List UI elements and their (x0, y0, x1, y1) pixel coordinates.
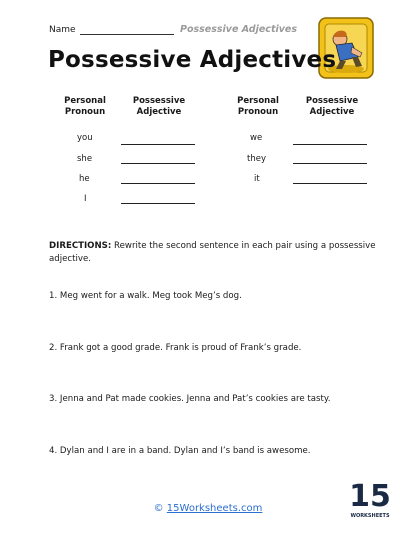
header-line: Possessive (305, 96, 359, 106)
pronoun-she: she (77, 154, 93, 164)
answer-line-he[interactable] (121, 183, 195, 184)
pronoun-i: I (84, 194, 87, 204)
directions (49, 240, 379, 266)
answer-line-it[interactable] (293, 183, 367, 184)
header-line: Pronoun (237, 107, 279, 117)
pronoun-you: you (77, 133, 93, 143)
directions-text: Rewrite the second sentence in each pair using a possessive adjective. (49, 241, 376, 264)
answer-line-they[interactable] (293, 163, 367, 164)
header-line: Possessive (132, 96, 186, 106)
answer-line-i[interactable] (121, 203, 195, 204)
header-line: Pronoun (64, 107, 106, 117)
name-label: Name (49, 25, 76, 35)
header-line: Personal (64, 96, 106, 106)
badge-label: WORKSHEETS (350, 513, 390, 519)
answer-line-you[interactable] (121, 144, 195, 145)
footer-site-link[interactable]: 15Worksheets.com (166, 503, 263, 514)
header-line: Adjective (309, 107, 355, 117)
sentence-1: 1. Meg went for a walk. Meg took Meg’s dog. (49, 291, 242, 301)
pronoun-he: he (79, 174, 90, 184)
sentence-4: 4. Dylan and I are in a band. Dylan and I’s band is awesome. (49, 446, 311, 456)
directions-label: DIRECTIONS: (49, 241, 112, 251)
header-personal-pronoun-right (218, 96, 298, 118)
pronoun-they: they (247, 154, 266, 164)
sentence-2: 2. Frank got a good grade. Frank is proud of Frank’s grade. (49, 343, 302, 353)
answer-line-we[interactable] (293, 144, 367, 145)
brand-badge (349, 468, 391, 522)
header-line: Personal (237, 96, 279, 106)
answer-line-she[interactable] (121, 163, 195, 164)
copyright-symbol: © (153, 503, 164, 514)
header-possessive-adjective-left (119, 96, 199, 118)
header-line: Adjective (136, 107, 182, 117)
badge-number: 15 (349, 479, 391, 514)
header-subtitle: Possessive Adjectives (180, 24, 298, 35)
header-possessive-adjective-right (292, 96, 372, 118)
pronoun-it: it (254, 174, 260, 184)
sentence-3: 3. Jenna and Pat made cookies. Jenna and Pat’s cookies are tasty. (49, 394, 331, 404)
name-field[interactable] (80, 34, 174, 35)
header-personal-pronoun-left (45, 96, 125, 118)
page-title: Possessive Adjectives (48, 47, 337, 73)
pronoun-we: we (250, 133, 263, 143)
